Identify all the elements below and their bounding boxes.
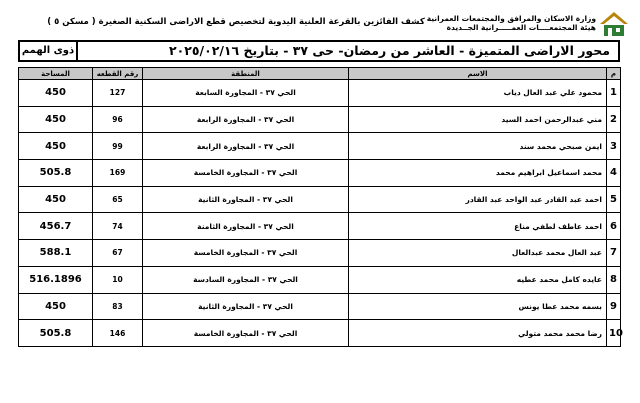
cell-area: 450 bbox=[19, 186, 93, 213]
cell-plot: 67 bbox=[93, 240, 143, 267]
table-row bbox=[19, 160, 621, 187]
table-row bbox=[19, 293, 621, 320]
cell-area: 450 bbox=[19, 133, 93, 160]
cell-num: 9 bbox=[607, 293, 621, 320]
cell-area: 588.1 bbox=[19, 240, 93, 267]
cell-region: الحي ٣٧ - المجاورة الخامسة bbox=[143, 320, 349, 347]
header-region: المنطقة bbox=[143, 68, 349, 80]
cell-num: 3 bbox=[607, 133, 621, 160]
cell-num: 6 bbox=[607, 213, 621, 240]
table-row bbox=[19, 240, 621, 267]
cell-num: 10 bbox=[607, 320, 621, 347]
cell-name: عبد العال محمد عبدالعال bbox=[349, 240, 607, 267]
cell-plot: 99 bbox=[93, 133, 143, 160]
cell-region: الحي ٣٧ - المجاورة السادسة bbox=[143, 266, 349, 293]
section-banner bbox=[18, 40, 620, 62]
cell-plot: 169 bbox=[93, 160, 143, 187]
cell-area: 505.8 bbox=[19, 320, 93, 347]
table-row bbox=[19, 80, 621, 107]
cell-name: مني عبدالرحمن احمد السيد bbox=[349, 106, 607, 133]
cell-num: 5 bbox=[607, 186, 621, 213]
cell-region: الحي ٣٧ - المجاورة الرابعة bbox=[143, 133, 349, 160]
cell-area: 516.1896 bbox=[19, 266, 93, 293]
table-row bbox=[19, 213, 621, 240]
table-row bbox=[19, 186, 621, 213]
cell-plot: 10 bbox=[93, 266, 143, 293]
cell-name: احمد عاطف لطفي مناع bbox=[349, 213, 607, 240]
cell-plot: 146 bbox=[93, 320, 143, 347]
ministry-header bbox=[426, 14, 596, 32]
cell-plot: 83 bbox=[93, 293, 143, 320]
cell-region: الحي ٣٧ - المجاورة الرابعة bbox=[143, 106, 349, 133]
header-name: الاسم bbox=[349, 68, 607, 80]
header-area: المساحة bbox=[19, 68, 93, 80]
header-plot: رقم القطعه bbox=[93, 68, 143, 80]
winners-table bbox=[18, 67, 621, 347]
cell-plot: 65 bbox=[93, 186, 143, 213]
cell-area: 450 bbox=[19, 293, 93, 320]
cell-num: 1 bbox=[607, 80, 621, 107]
table-row bbox=[19, 320, 621, 347]
cell-plot: 127 bbox=[93, 80, 143, 107]
cell-name: احمد عبد القادر عبد الواحد عبد القادر bbox=[349, 186, 607, 213]
cell-area: 456.7 bbox=[19, 213, 93, 240]
cell-plot: 96 bbox=[93, 106, 143, 133]
cell-area: 450 bbox=[19, 80, 93, 107]
cell-area: 450 bbox=[19, 106, 93, 133]
cell-name: ايمن صبحي محمد سند bbox=[349, 133, 607, 160]
table-row bbox=[19, 266, 621, 293]
cell-name: محمود علي عبد العال دياب bbox=[349, 80, 607, 107]
table-row bbox=[19, 133, 621, 160]
table-row bbox=[19, 106, 621, 133]
cell-num: 8 bbox=[607, 266, 621, 293]
cell-region: الحي ٣٧ - المجاورة الخامسة bbox=[143, 240, 349, 267]
banner-title: محور الاراضى المتميزة - العاشر من رمضان- حى ٣٧ - بتاريخ ٢٠٢٥/٠٢/١٦ bbox=[168, 43, 610, 58]
cell-name: عايده كامل محمد عطيه bbox=[349, 266, 607, 293]
cell-region: الحي ٣٧ - المجاورة الثانية bbox=[143, 293, 349, 320]
cell-region: الحي ٣٧ - المجاورة الخامسة bbox=[143, 160, 349, 187]
cell-region: الحي ٣٧ - المجاورة السابعة bbox=[143, 80, 349, 107]
cell-name: رضا محمد محمد متولي bbox=[349, 320, 607, 347]
cell-num: 2 bbox=[607, 106, 621, 133]
cell-region: الحي ٣٧ - المجاورة الثانية bbox=[143, 186, 349, 213]
cell-name: بسمه محمد عطا يونس bbox=[349, 293, 607, 320]
cell-num: 7 bbox=[607, 240, 621, 267]
ministry-line1: وزارة الاسكان والمرافق والمجتمعات العمرانية bbox=[426, 14, 596, 23]
header-num: م bbox=[607, 68, 621, 80]
category-label: ذوى الهمم bbox=[20, 42, 78, 60]
authority-logo bbox=[598, 10, 630, 38]
document-title: كشف الفائزين بالقرعة العلنية اليدوية لتخصيص قطع الاراضى السكنية الصغيرة ( مسكن ٥ ) bbox=[47, 17, 425, 27]
table-header-row bbox=[19, 68, 621, 80]
cell-area: 505.8 bbox=[19, 160, 93, 187]
cell-plot: 74 bbox=[93, 213, 143, 240]
cell-region: الحي ٣٧ - المجاورة الثامنة bbox=[143, 213, 349, 240]
ministry-line2: هيئة المجتمعــــات العمـــــرانية الجــديدة bbox=[446, 23, 596, 32]
cell-name: محمد اسماعيل ابراهيم محمد bbox=[349, 160, 607, 187]
cell-num: 4 bbox=[607, 160, 621, 187]
